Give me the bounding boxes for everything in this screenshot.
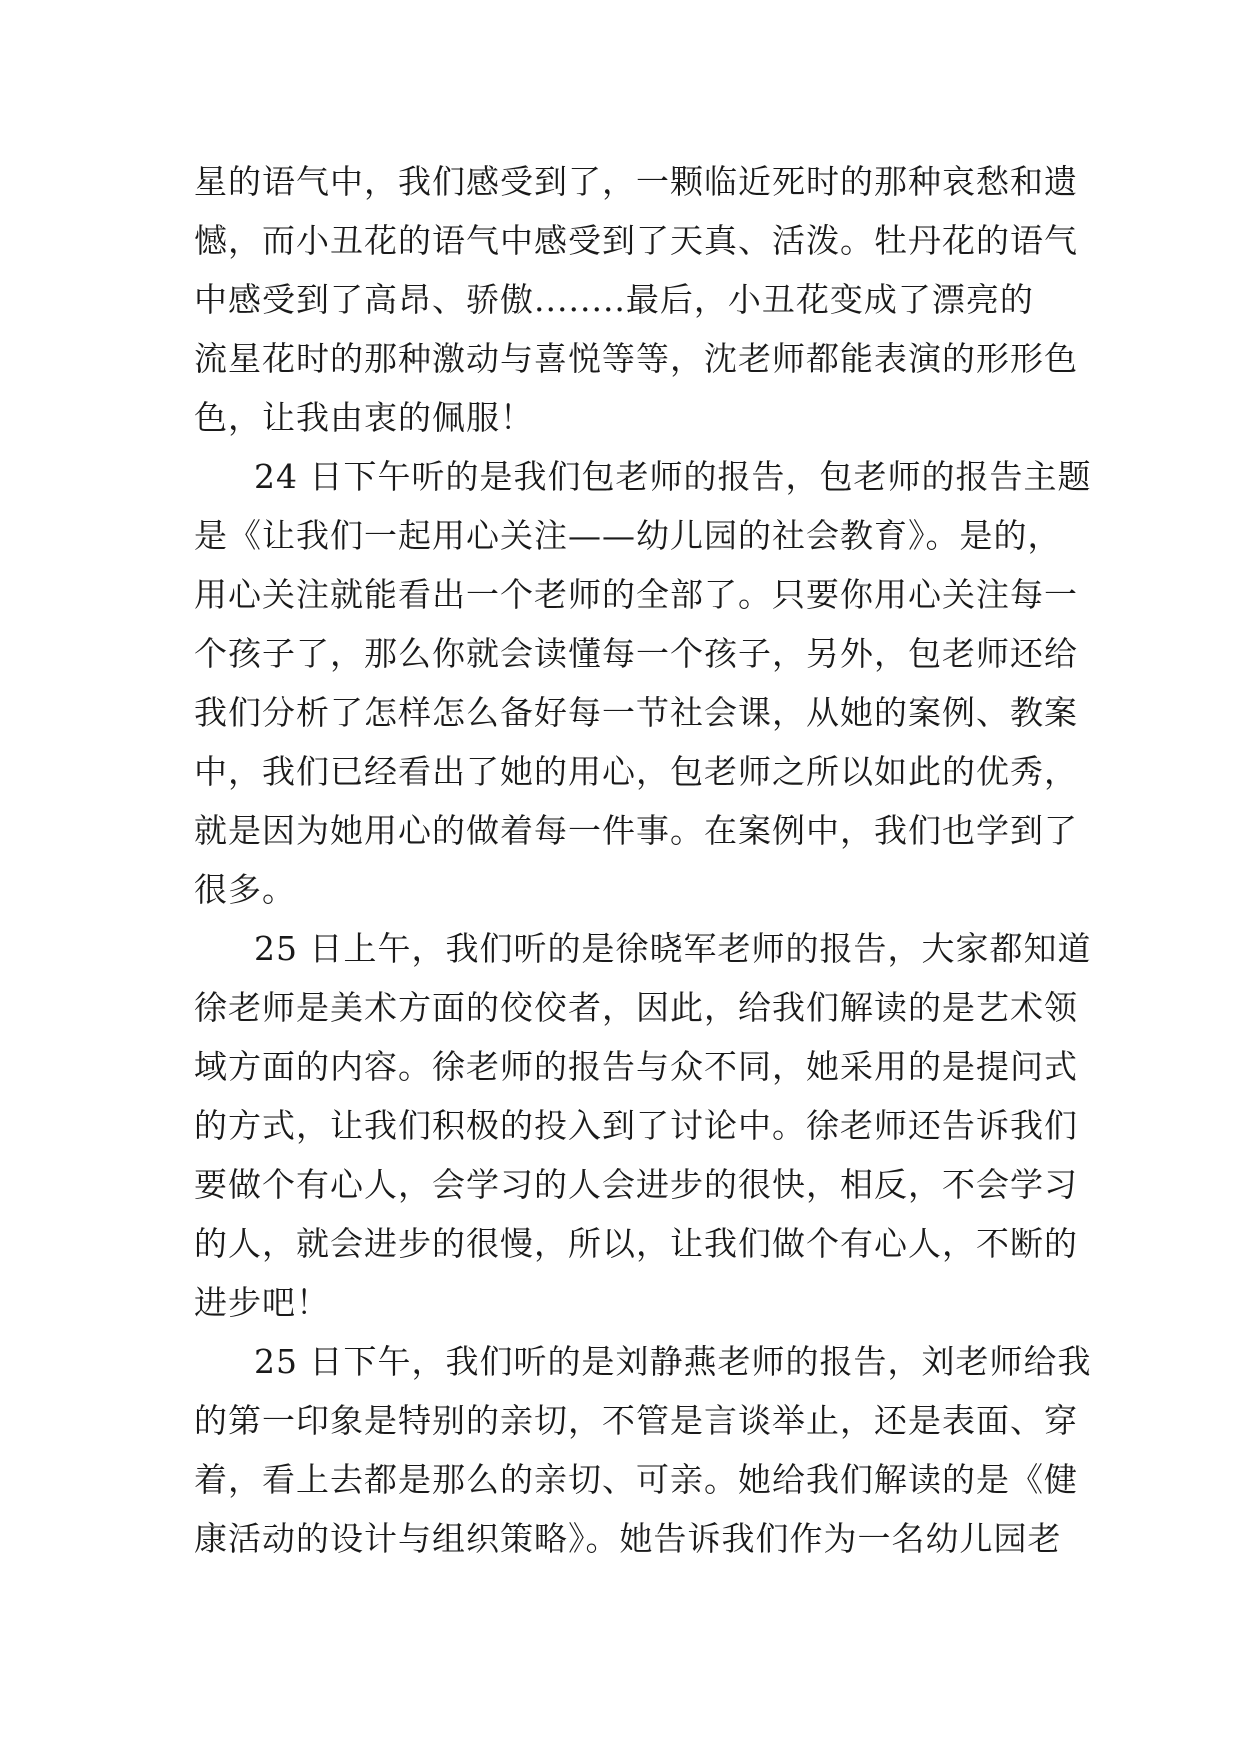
text-line: 中，我们已经看出了她的用心，包老师之所以如此的优秀，	[194, 752, 1078, 791]
text-line: 是《让我们一起用心关注——幼儿园的社会教育》。是的，	[194, 516, 1062, 555]
text-line: 的人，就会进步的很慢，所以，让我们做个有心人，不断的	[194, 1224, 1078, 1263]
text-line: 康活动的设计与组织策略》。她告诉我们作为一名幼儿园老	[194, 1519, 1062, 1558]
text-line: 流星花时的那种激动与喜悦等等，沈老师都能表演的形形色	[194, 339, 1078, 378]
text-line: 就是因为她用心的做着每一件事。在案例中，我们也学到了	[194, 811, 1078, 850]
text-line: 色，让我由衷的佩服！	[194, 398, 534, 437]
text-line: 要做个有心人，会学习的人会进步的很快，相反，不会学习	[194, 1165, 1078, 1204]
text-line: 我们分析了怎样怎么备好每一节社会课，从她的案例、教案	[194, 693, 1078, 732]
paragraph-first-line: 24 日下午听的是我们包老师的报告，包老师的报告主题	[254, 457, 1092, 496]
text-line: 星的语气中，我们感受到了，一颗临近死时的那种哀愁和遗	[194, 162, 1078, 201]
paragraph-first-line: 25 日上午，我们听的是徐晓军老师的报告，大家都知道	[254, 929, 1092, 968]
text-line: 着，看上去都是那么的亲切、可亲。她给我们解读的是《健	[194, 1460, 1078, 1499]
paragraph-first-line: 25 日下午，我们听的是刘静燕老师的报告，刘老师给我	[254, 1342, 1092, 1381]
text-line: 憾，而小丑花的语气中感受到了天真、活泼。牡丹花的语气	[194, 221, 1078, 260]
text-line: 很多。	[194, 870, 296, 909]
text-line: 域方面的内容。徐老师的报告与众不同，她采用的是提问式	[194, 1047, 1078, 1086]
text-line: 的方式，让我们积极的投入到了讨论中。徐老师还告诉我们	[194, 1106, 1078, 1145]
text-line: 用心关注就能看出一个老师的全部了。只要你用心关注每一	[194, 575, 1078, 614]
text-line: 中感受到了高昂、骄傲........最后，小丑花变成了漂亮的	[194, 280, 1034, 319]
body-text	[194, 152, 1092, 1568]
text-line: 个孩子了，那么你就会读懂每一个孩子，另外，包老师还给	[194, 634, 1078, 673]
text-line: 徐老师是美术方面的佼佼者，因此，给我们解读的是艺术领	[194, 988, 1078, 1027]
text-line: 进步吧！	[194, 1283, 330, 1322]
text-line: 的第一印象是特别的亲切，不管是言谈举止，还是表面、穿	[194, 1401, 1078, 1440]
